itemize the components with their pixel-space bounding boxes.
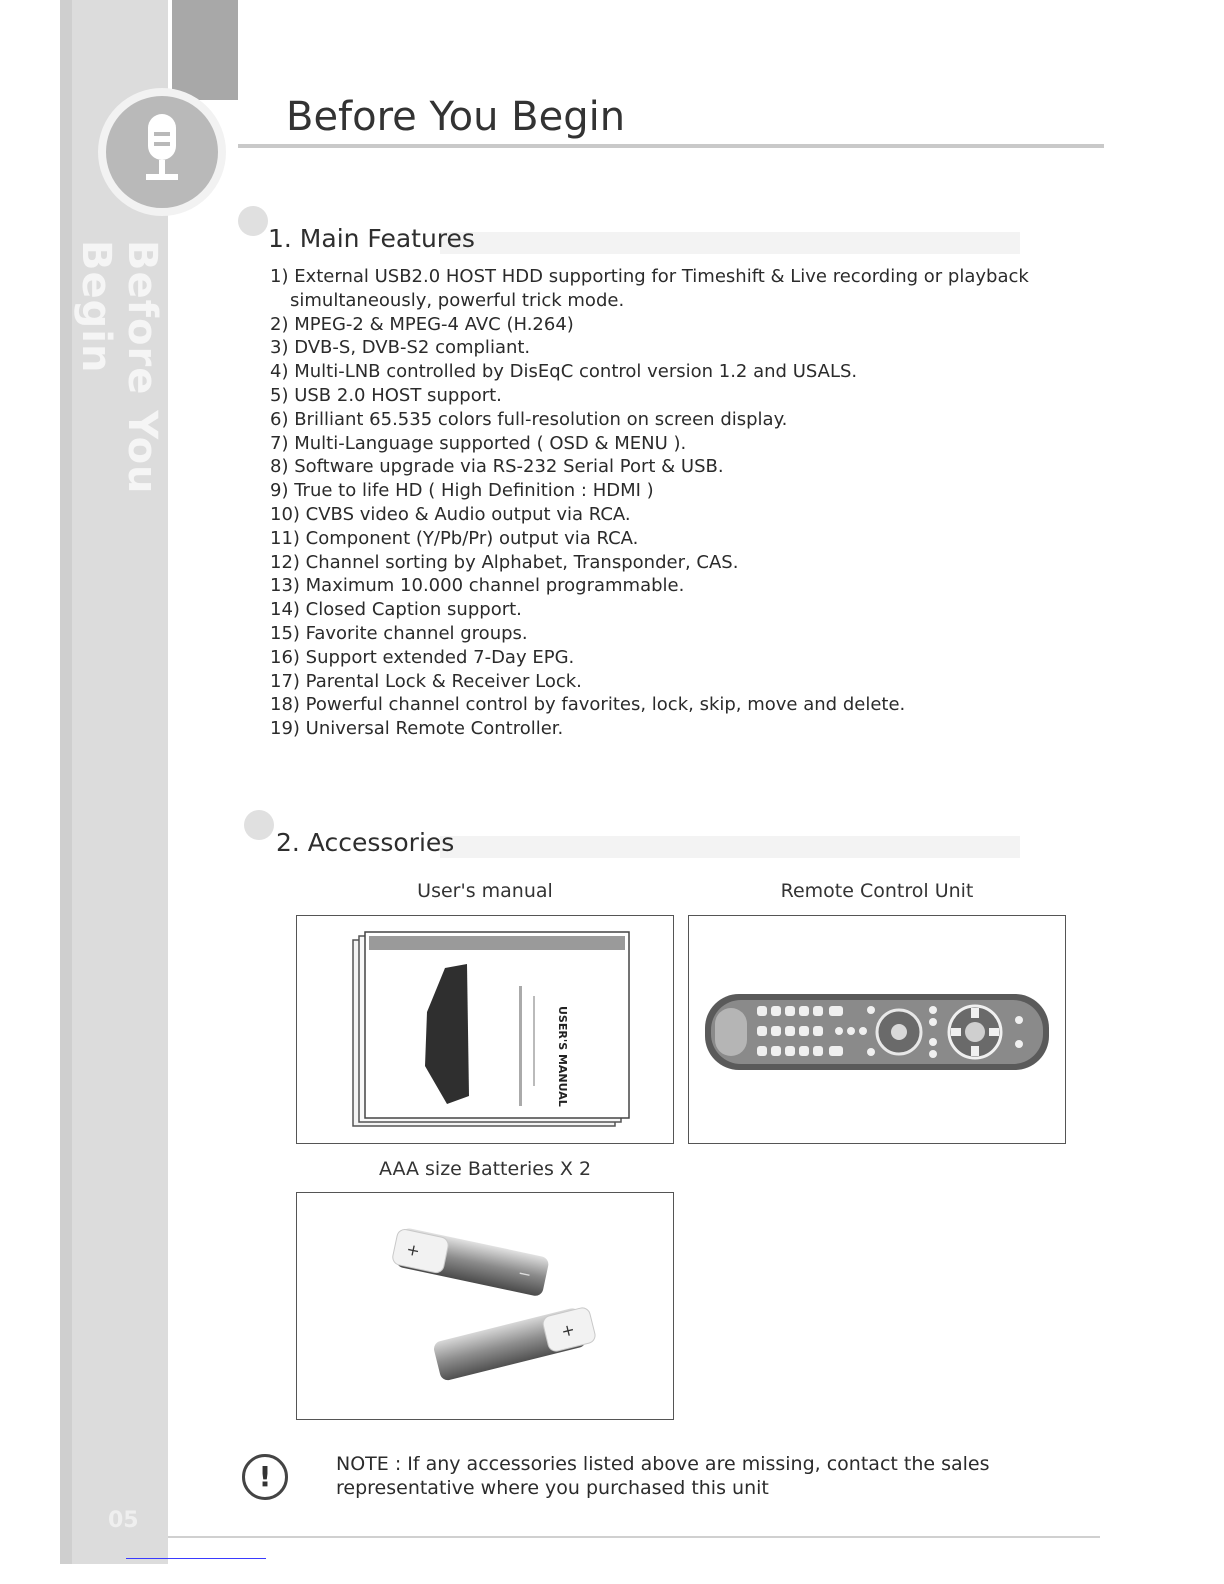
list-item: 4) Multi-LNB controlled by DisEqC control version 1.2 and USALS. (270, 361, 858, 383)
list-item: 19) Universal Remote Controller. (270, 718, 564, 740)
list-item: 11) Component (Y/Pb/Pr) output via RCA. (270, 527, 639, 549)
microphone-icon (106, 96, 218, 208)
note-text: NOTE : If any accessories listed above are missing, contact the sales representative where you purchased this unit (336, 1453, 990, 1499)
manual-box (296, 915, 674, 1144)
list-item: 13) Maximum 10.000 channel programmable. (270, 575, 685, 597)
svg-text:+: + (404, 1239, 422, 1261)
batteries-image (297, 1193, 675, 1421)
list-item: 16) Support extended 7-Day EPG. (270, 646, 575, 668)
manual-label: User's manual (417, 880, 553, 902)
remote-label: Remote Control Unit (780, 880, 974, 902)
section-heading-features: 1. Main Features (268, 224, 475, 253)
batteries-box (296, 1192, 674, 1420)
list-item: 18) Powerful channel control by favorites, lock, skip, move and delete. (270, 694, 906, 716)
page-title: Before You Begin (286, 94, 626, 140)
list-item: 6) Brilliant 65.535 colors full-resolution on screen display. (270, 408, 788, 430)
list-item: 15) Favorite channel groups. (270, 622, 528, 644)
section-marker (244, 810, 274, 840)
list-item: 9) True to life HD ( High Definition : HDMI ) (270, 480, 654, 502)
bottom-rule (168, 1536, 1100, 1538)
batteries-label: AAA size Batteries X 2 (378, 1158, 592, 1180)
battery-top (391, 1226, 550, 1297)
list-item: 5) USB 2.0 HOST support. (270, 384, 502, 406)
list-item: simultaneously, powerful trick mode. (290, 289, 625, 311)
list-item: 10) CVBS video & Audio output via RCA. (270, 503, 631, 525)
battery-bottom (432, 1304, 597, 1382)
note-icon: ! (242, 1454, 288, 1500)
bottom-link-underline (126, 1558, 266, 1559)
side-title: Before You Begin (73, 240, 165, 495)
list-item: 3) DVB-S, DVB-S2 compliant. (270, 337, 531, 359)
remote-image (689, 916, 1067, 1145)
list-item: 14) Closed Caption support. (270, 599, 522, 621)
sidebar (60, 0, 168, 1564)
sidebar-top-block (172, 0, 238, 100)
features-list (270, 265, 1030, 741)
heading-band (440, 836, 1020, 858)
page-number: 05 (108, 1508, 139, 1533)
title-rule (238, 144, 1104, 148)
list-item: 1) External USB2.0 HOST HDD supporting for Timeshift & Live recording or playback (270, 266, 1029, 287)
list-item: 8) Software upgrade via RS-232 Serial Port & USB. (270, 456, 724, 478)
list-item: 12) Channel sorting by Alphabet, Transponder, CAS. (270, 551, 739, 573)
svg-text:−: − (516, 1263, 534, 1285)
manual-cover-text: USER'S MANUAL (556, 1006, 569, 1107)
sidebar-edge (60, 0, 72, 1564)
list-item: 7) Multi-Language supported ( OSD & MENU ). (270, 432, 687, 454)
microphone-badge (98, 88, 226, 216)
section-marker (238, 206, 268, 236)
remote-box (688, 915, 1066, 1144)
manual-image (297, 916, 675, 1145)
list-item: 2) MPEG-2 & MPEG-4 AVC (H.264) (270, 313, 574, 335)
svg-text:+: + (559, 1319, 577, 1342)
list-item: 17) Parental Lock & Receiver Lock. (270, 670, 582, 692)
section-heading-accessories: 2. Accessories (276, 828, 455, 857)
heading-band (440, 232, 1020, 254)
